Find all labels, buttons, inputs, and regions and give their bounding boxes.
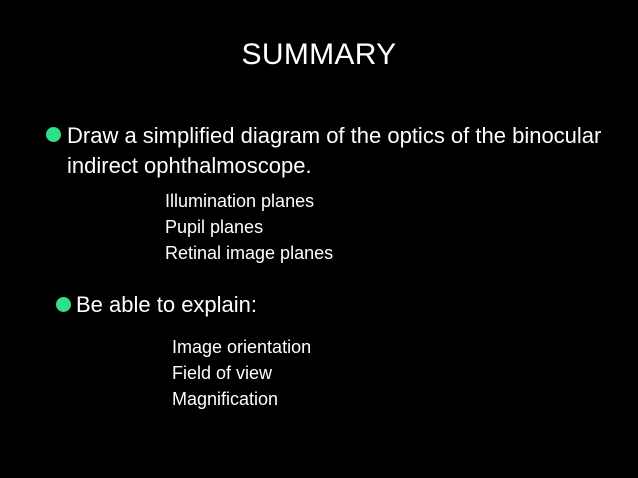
sub-item-image-orientation: Image orientation (172, 337, 312, 357)
bullet-icon (56, 297, 71, 312)
sub-item-magnification: Magnification (172, 389, 279, 409)
sub-item-field-of-view: Field of view (172, 363, 273, 383)
sub-list-planes (165, 188, 333, 266)
sub-list-explain (172, 334, 311, 412)
sub-item-illumination-planes: Illumination planes (165, 191, 315, 211)
slide-title: SUMMARY (241, 38, 397, 71)
sub-item-retinal-image-planes: Retinal image planes (165, 243, 334, 263)
bullet-item-diagram (46, 121, 606, 181)
bullet-item-explain (56, 290, 556, 320)
bullet-text: Be able to explain: (76, 292, 258, 317)
bullet-text: Draw a simplified diagram of the optics of the binocular indirect ophthalmoscope. (67, 123, 602, 178)
sub-item-pupil-planes: Pupil planes (165, 217, 264, 237)
bullet-icon (46, 127, 61, 142)
